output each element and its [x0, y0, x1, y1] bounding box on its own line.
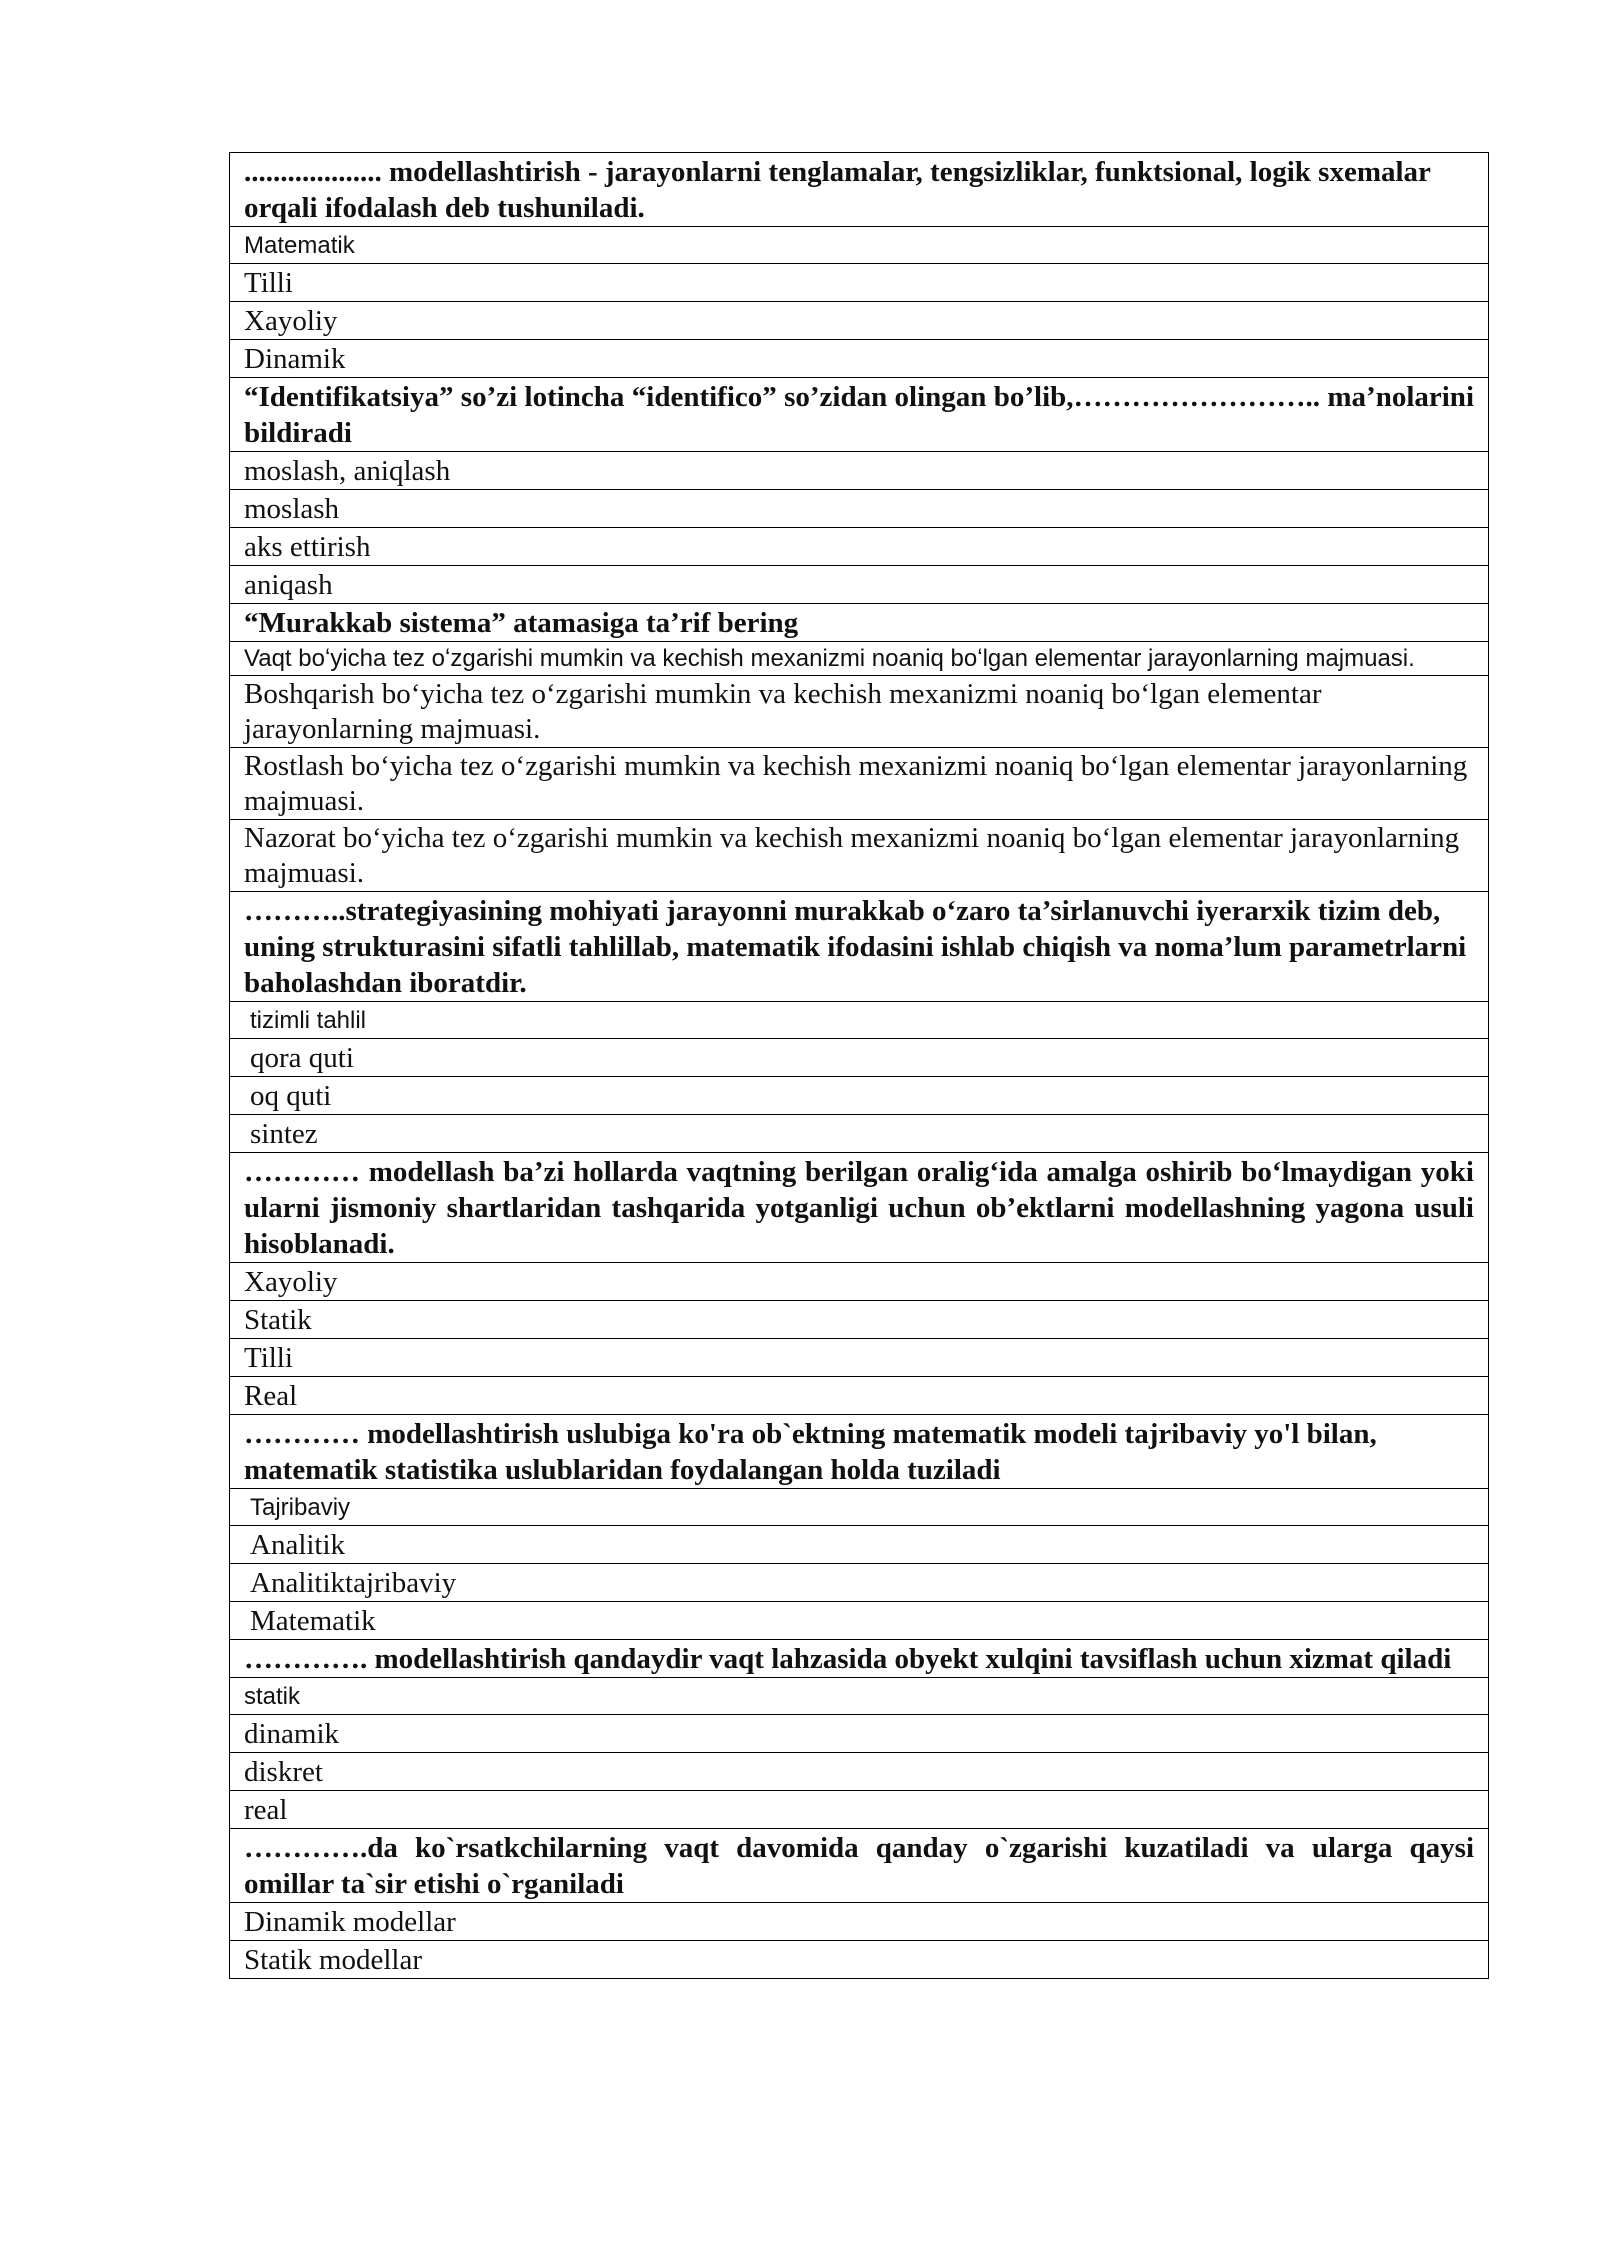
option-row: [230, 490, 1489, 528]
option-text: Xayoliy: [230, 1263, 1489, 1301]
option-text: oq quti: [230, 1077, 1489, 1115]
option-row: [230, 820, 1489, 892]
question-text: “Identifikatsiya” so’zi lotincha “identifico” so’zidan olingan bo’lib,…………………….. ma’nolarini bildiradi: [230, 378, 1489, 452]
option-row: [230, 748, 1489, 820]
option-text: Analitik: [230, 1526, 1489, 1564]
option-text: Nazorat boʻyicha tez oʻzgarishi mumkin va kechish mexanizmi noaniq boʻlgan elementar jarayonlarning majmuasi.: [230, 820, 1489, 892]
option-row: [230, 1941, 1489, 1979]
option-row: [230, 1039, 1489, 1077]
option-text: Tilli: [230, 264, 1489, 302]
option-text: aks ettirish: [230, 528, 1489, 566]
question-row: [230, 1829, 1489, 1903]
question-text: ………..strategiyasining mohiyati jarayonni murakkab oʻzaro ta’sirlanuvchi iyerarxik tizim deb, uning strukturasini sifatli tahlillab, matematik ifodasini ishlab chiqish va noma’lum parametrlarni baholashdan iboratdir.: [230, 892, 1489, 1002]
option-row: [230, 1115, 1489, 1153]
question-row: [230, 153, 1489, 227]
option-row: [230, 1564, 1489, 1602]
option-row: [230, 1602, 1489, 1640]
option-row: [230, 1263, 1489, 1301]
question-row: [230, 892, 1489, 1002]
option-text: Tajribaviy: [230, 1489, 1489, 1526]
question-row: [230, 1153, 1489, 1263]
question-row: [230, 1640, 1489, 1678]
option-text: moslash, aniqlash: [230, 452, 1489, 490]
option-row: [230, 1715, 1489, 1753]
option-row: [230, 302, 1489, 340]
question-text: ................... modellashtirish - jarayonlarni tenglamalar, tengsizliklar, funktsional, logik sxemalar orqali ifodalash deb tushuniladi.: [230, 153, 1489, 227]
question-row: [230, 604, 1489, 642]
option-text: Vaqt boʻyicha tez oʻzgarishi mumkin va kechish mexanizmi noaniq boʻlgan elementar jarayonlarning majmuasi.: [230, 642, 1489, 676]
option-row: [230, 1903, 1489, 1941]
option-text: Dinamik modellar: [230, 1903, 1489, 1941]
test-table: [229, 152, 1489, 1979]
question-text: ………… modellash ba’zi hollarda vaqtning berilgan oraligʻida amalga oshirib boʻlmaydigan yoki ularni jismoniy shartlaridan tashqarida yotganligi uchun ob’ektlarni modellashning yagona usuli hisoblanadi.: [230, 1153, 1489, 1263]
option-text: Real: [230, 1377, 1489, 1415]
document-page: [229, 152, 1489, 1979]
option-text: Statik modellar: [230, 1941, 1489, 1979]
option-row: [230, 264, 1489, 302]
option-text: Tilli: [230, 1339, 1489, 1377]
option-text: dinamik: [230, 1715, 1489, 1753]
option-text: moslash: [230, 490, 1489, 528]
option-row: [230, 1678, 1489, 1715]
question-text: ………… modellashtirish uslubiga ko'ra ob`ektning matematik modeli tajribaviy yo'l bilan, matematik statistika uslublaridan foydalangan holda tuziladi: [230, 1415, 1489, 1489]
question-text: …………. modellashtirish qandaydir vaqt lahzasida obyekt xulqini tavsiflash uchun xizmat qiladi: [230, 1640, 1489, 1678]
option-row: [230, 1489, 1489, 1526]
option-row: [230, 1301, 1489, 1339]
option-text: Xayoliy: [230, 302, 1489, 340]
option-text: Matematik: [230, 1602, 1489, 1640]
option-text: aniqash: [230, 566, 1489, 604]
question-row: [230, 1415, 1489, 1489]
option-row: [230, 528, 1489, 566]
option-text: Dinamik: [230, 340, 1489, 378]
option-row: [230, 452, 1489, 490]
option-row: [230, 340, 1489, 378]
option-text: Boshqarish boʻyicha tez oʻzgarishi mumkin va kechish mexanizmi noaniq boʻlgan elementar jarayonlarning majmuasi.: [230, 676, 1489, 748]
option-text: Analitiktajribaviy: [230, 1564, 1489, 1602]
question-text: ………….da ko`rsatkchilarning vaqt davomida qanday o`zgarishi kuzatiladi va ularga qaysi omillar ta`sir etishi o`rganiladi: [230, 1829, 1489, 1903]
option-text: Rostlash boʻyicha tez oʻzgarishi mumkin va kechish mexanizmi noaniq boʻlgan elementar jarayonlarning majmuasi.: [230, 748, 1489, 820]
option-text: qora quti: [230, 1039, 1489, 1077]
option-row: [230, 1791, 1489, 1829]
option-text: Statik: [230, 1301, 1489, 1339]
option-row: [230, 1077, 1489, 1115]
option-row: [230, 1339, 1489, 1377]
option-row: [230, 1002, 1489, 1039]
option-text: statik: [230, 1678, 1489, 1715]
option-row: [230, 1377, 1489, 1415]
option-row: [230, 566, 1489, 604]
option-row: [230, 642, 1489, 676]
option-row: [230, 1526, 1489, 1564]
question-text: “Murakkab sistema” atamasiga ta’rif bering: [230, 604, 1489, 642]
question-row: [230, 378, 1489, 452]
option-text: diskret: [230, 1753, 1489, 1791]
option-text: real: [230, 1791, 1489, 1829]
option-text: tizimli tahlil: [230, 1002, 1489, 1039]
option-text: sintez: [230, 1115, 1489, 1153]
option-row: [230, 1753, 1489, 1791]
option-text: Matematik: [230, 227, 1489, 264]
option-row: [230, 227, 1489, 264]
option-row: [230, 676, 1489, 748]
